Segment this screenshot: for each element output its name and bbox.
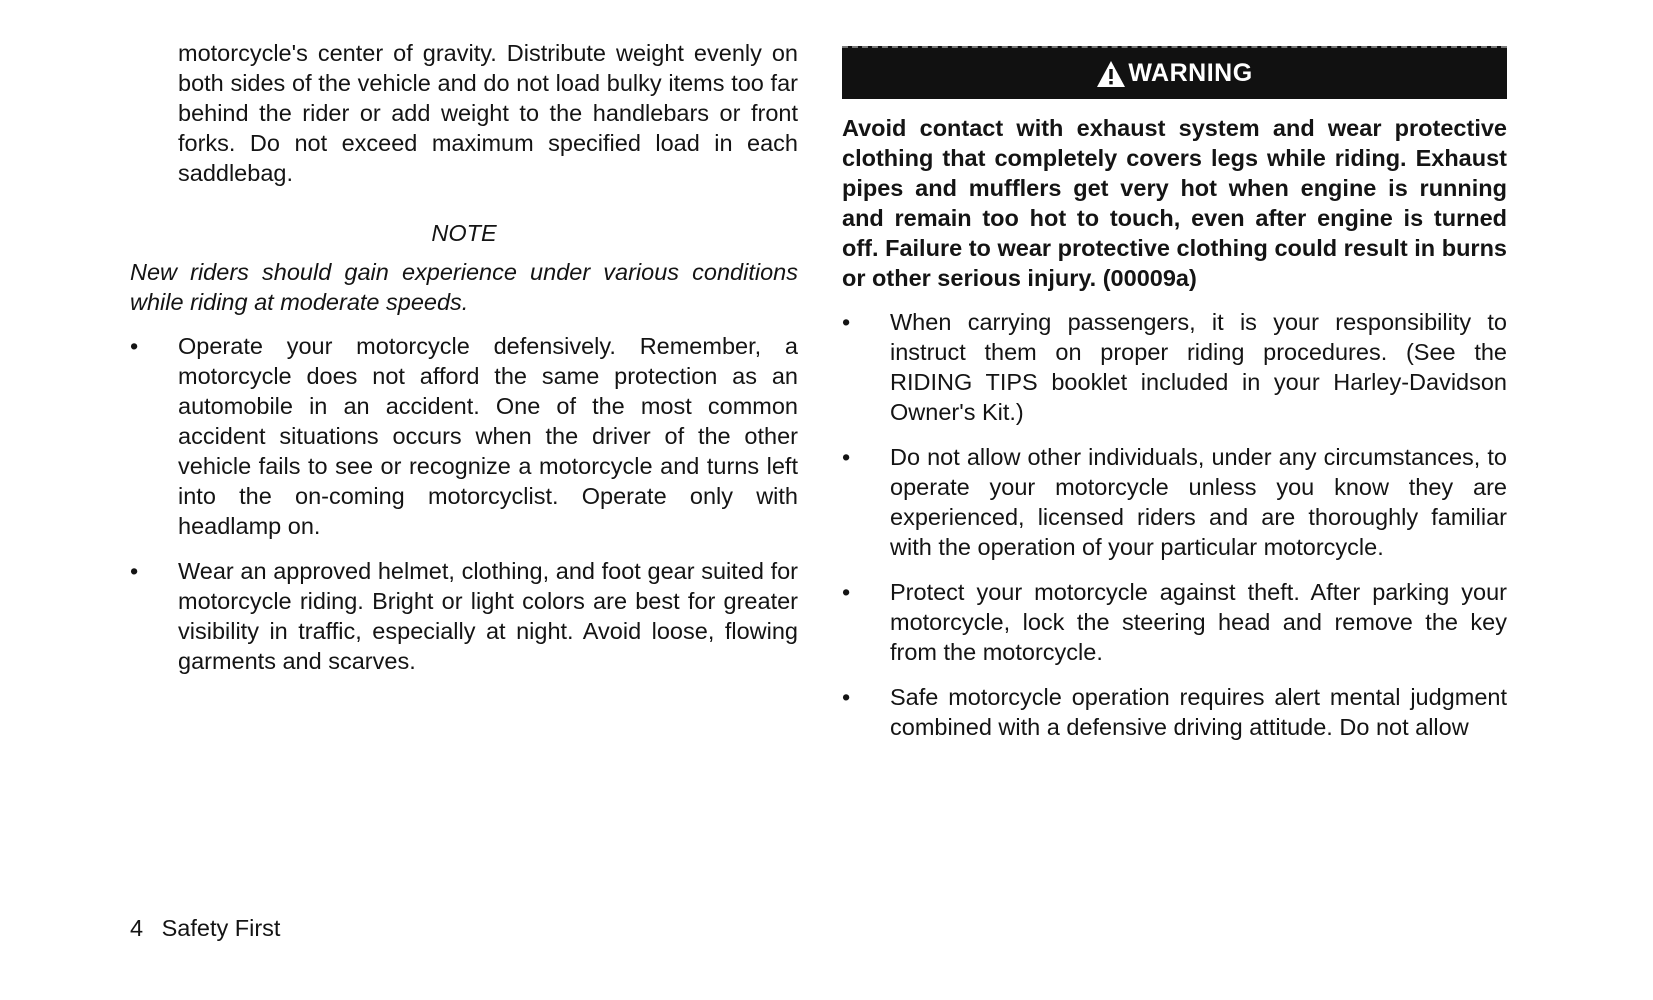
warning-triangle-icon: [1096, 60, 1126, 88]
continuation-paragraph: motorcycle's center of gravity. Distribute weight evenly on both sides of the vehicle and do not load bulky items too far behind the rider or add weight to the handlebars or front forks. Do not exceed maximum specified load in each saddlebag.: [178, 40, 798, 186]
page-footer: [130, 913, 280, 943]
section-title: Safety First: [161, 915, 281, 941]
list-item: [130, 331, 798, 541]
warning-label: WARNING: [1128, 59, 1253, 87]
bullet-icon: •: [842, 684, 851, 710]
list-item: [842, 682, 1507, 742]
note-body: New riders should gain experience under various conditions while riding at moderate speeds.: [130, 259, 798, 315]
note-heading: NOTE: [431, 220, 497, 246]
warning-banner: [842, 46, 1507, 99]
list-item: [842, 442, 1507, 562]
list-item-text: When carrying passengers, it is your responsibility to instruct them on proper riding procedures. (See the RIDING TIPS booklet included in your Harley-Davidson Owner's Kit.): [890, 309, 1507, 425]
right-column: [842, 46, 1507, 757]
warning-text: Avoid contact with exhaust system and wear protective clothing that completely covers legs while riding. Exhaust pipes and mufflers get very hot when engine is running and remain too hot to touch, even after engine is turned off. Failure to wear protective clothing could result in burns or other serious injury. (00009a): [842, 115, 1507, 291]
list-item: [842, 307, 1507, 427]
bullet-icon: •: [130, 558, 139, 584]
list-item: [842, 577, 1507, 667]
page-number: 4: [130, 915, 144, 941]
bullet-icon: •: [842, 309, 851, 335]
list-item: [130, 556, 798, 676]
bullet-icon: •: [130, 333, 139, 359]
bullet-icon: •: [842, 444, 851, 470]
list-item-text: Protect your motorcycle against theft. After parking your motorcycle, lock the steering head and remove the key from the motorcycle.: [890, 579, 1507, 665]
left-column: [130, 38, 798, 691]
bullet-icon: •: [842, 579, 851, 605]
list-item-text: Safe motorcycle operation requires alert mental judgment combined with a defensive driving attitude. Do not allow: [890, 684, 1507, 740]
list-item-text: Do not allow other individuals, under any circumstances, to operate your motorcycle unless you know they are experienced, licensed riders and are thoroughly familiar with the operation of your particular motorcycle.: [890, 444, 1507, 560]
list-item-text: Operate your motorcycle defensively. Remember, a motorcycle does not afford the same protection as an automobile in an accident. One of the most common accident situations occurs when the driver of the other vehicle fails to see or recognize a motorcycle and turns left into the on-coming motorcyclist. Operate only with headlamp on.: [178, 333, 798, 539]
list-item-text: Wear an approved helmet, clothing, and foot gear suited for motorcycle riding. Bright or light colors are best for greater visibility in traffic, especially at night. Avoid loose, flowing garments and scarves.: [178, 558, 798, 674]
